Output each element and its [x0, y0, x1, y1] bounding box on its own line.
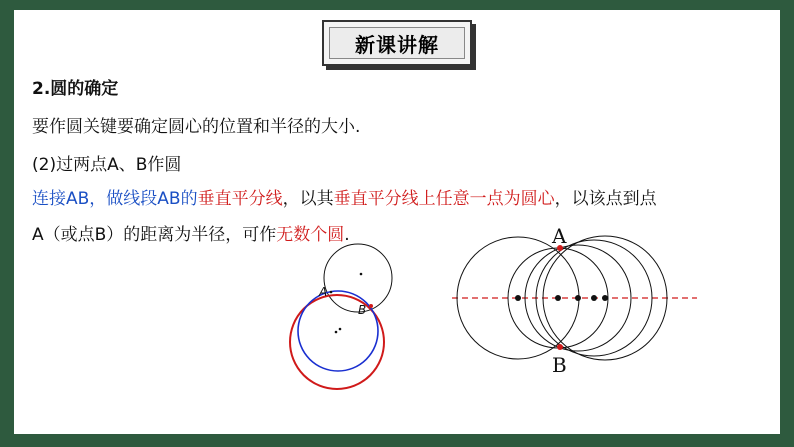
header-title: 新课讲解 — [329, 27, 465, 59]
small-circle-center — [360, 273, 363, 276]
center-5 — [602, 295, 608, 301]
point-b-right — [557, 344, 563, 350]
text-line-4-part3: . — [344, 225, 350, 245]
text-line-2: (2)过两点A、B作圆 — [32, 155, 182, 175]
center-1 — [515, 295, 521, 301]
text-line-3-part2: 垂直平分线 — [197, 189, 283, 209]
center-4 — [591, 295, 597, 301]
left-label-b: B — [358, 303, 367, 317]
text-line-3-part4: 垂直平分线上任意一点为圆心 — [333, 189, 555, 209]
section-title: 2.圆的确定 — [32, 79, 119, 99]
point-b — [369, 304, 373, 308]
point-a — [330, 291, 333, 294]
text-line-3-part1: 连接AB，做线段AB的 — [32, 189, 198, 209]
text-line-1: 要作圆关键要确定圆心的位置和半径的大小. — [32, 117, 361, 137]
right-figure — [452, 224, 697, 377]
red-circle-center — [339, 328, 342, 331]
text-line-4-part1: A（或点B）的距离为半径，可作 — [32, 225, 277, 245]
small-circle — [324, 244, 392, 312]
left-label-a: A — [319, 285, 328, 299]
center-3 — [575, 295, 581, 301]
center-2 — [555, 295, 561, 301]
text-line-3-part5: ，以该点到点 — [554, 189, 657, 209]
text-line-4-part2: 无数个圆 — [276, 225, 345, 245]
right-label-b: B — [552, 353, 567, 377]
blue-circle-center — [335, 331, 338, 334]
right-label-a: A — [552, 224, 567, 248]
text-line-3-part3: ，以其 — [282, 189, 334, 209]
left-figure — [290, 244, 392, 389]
